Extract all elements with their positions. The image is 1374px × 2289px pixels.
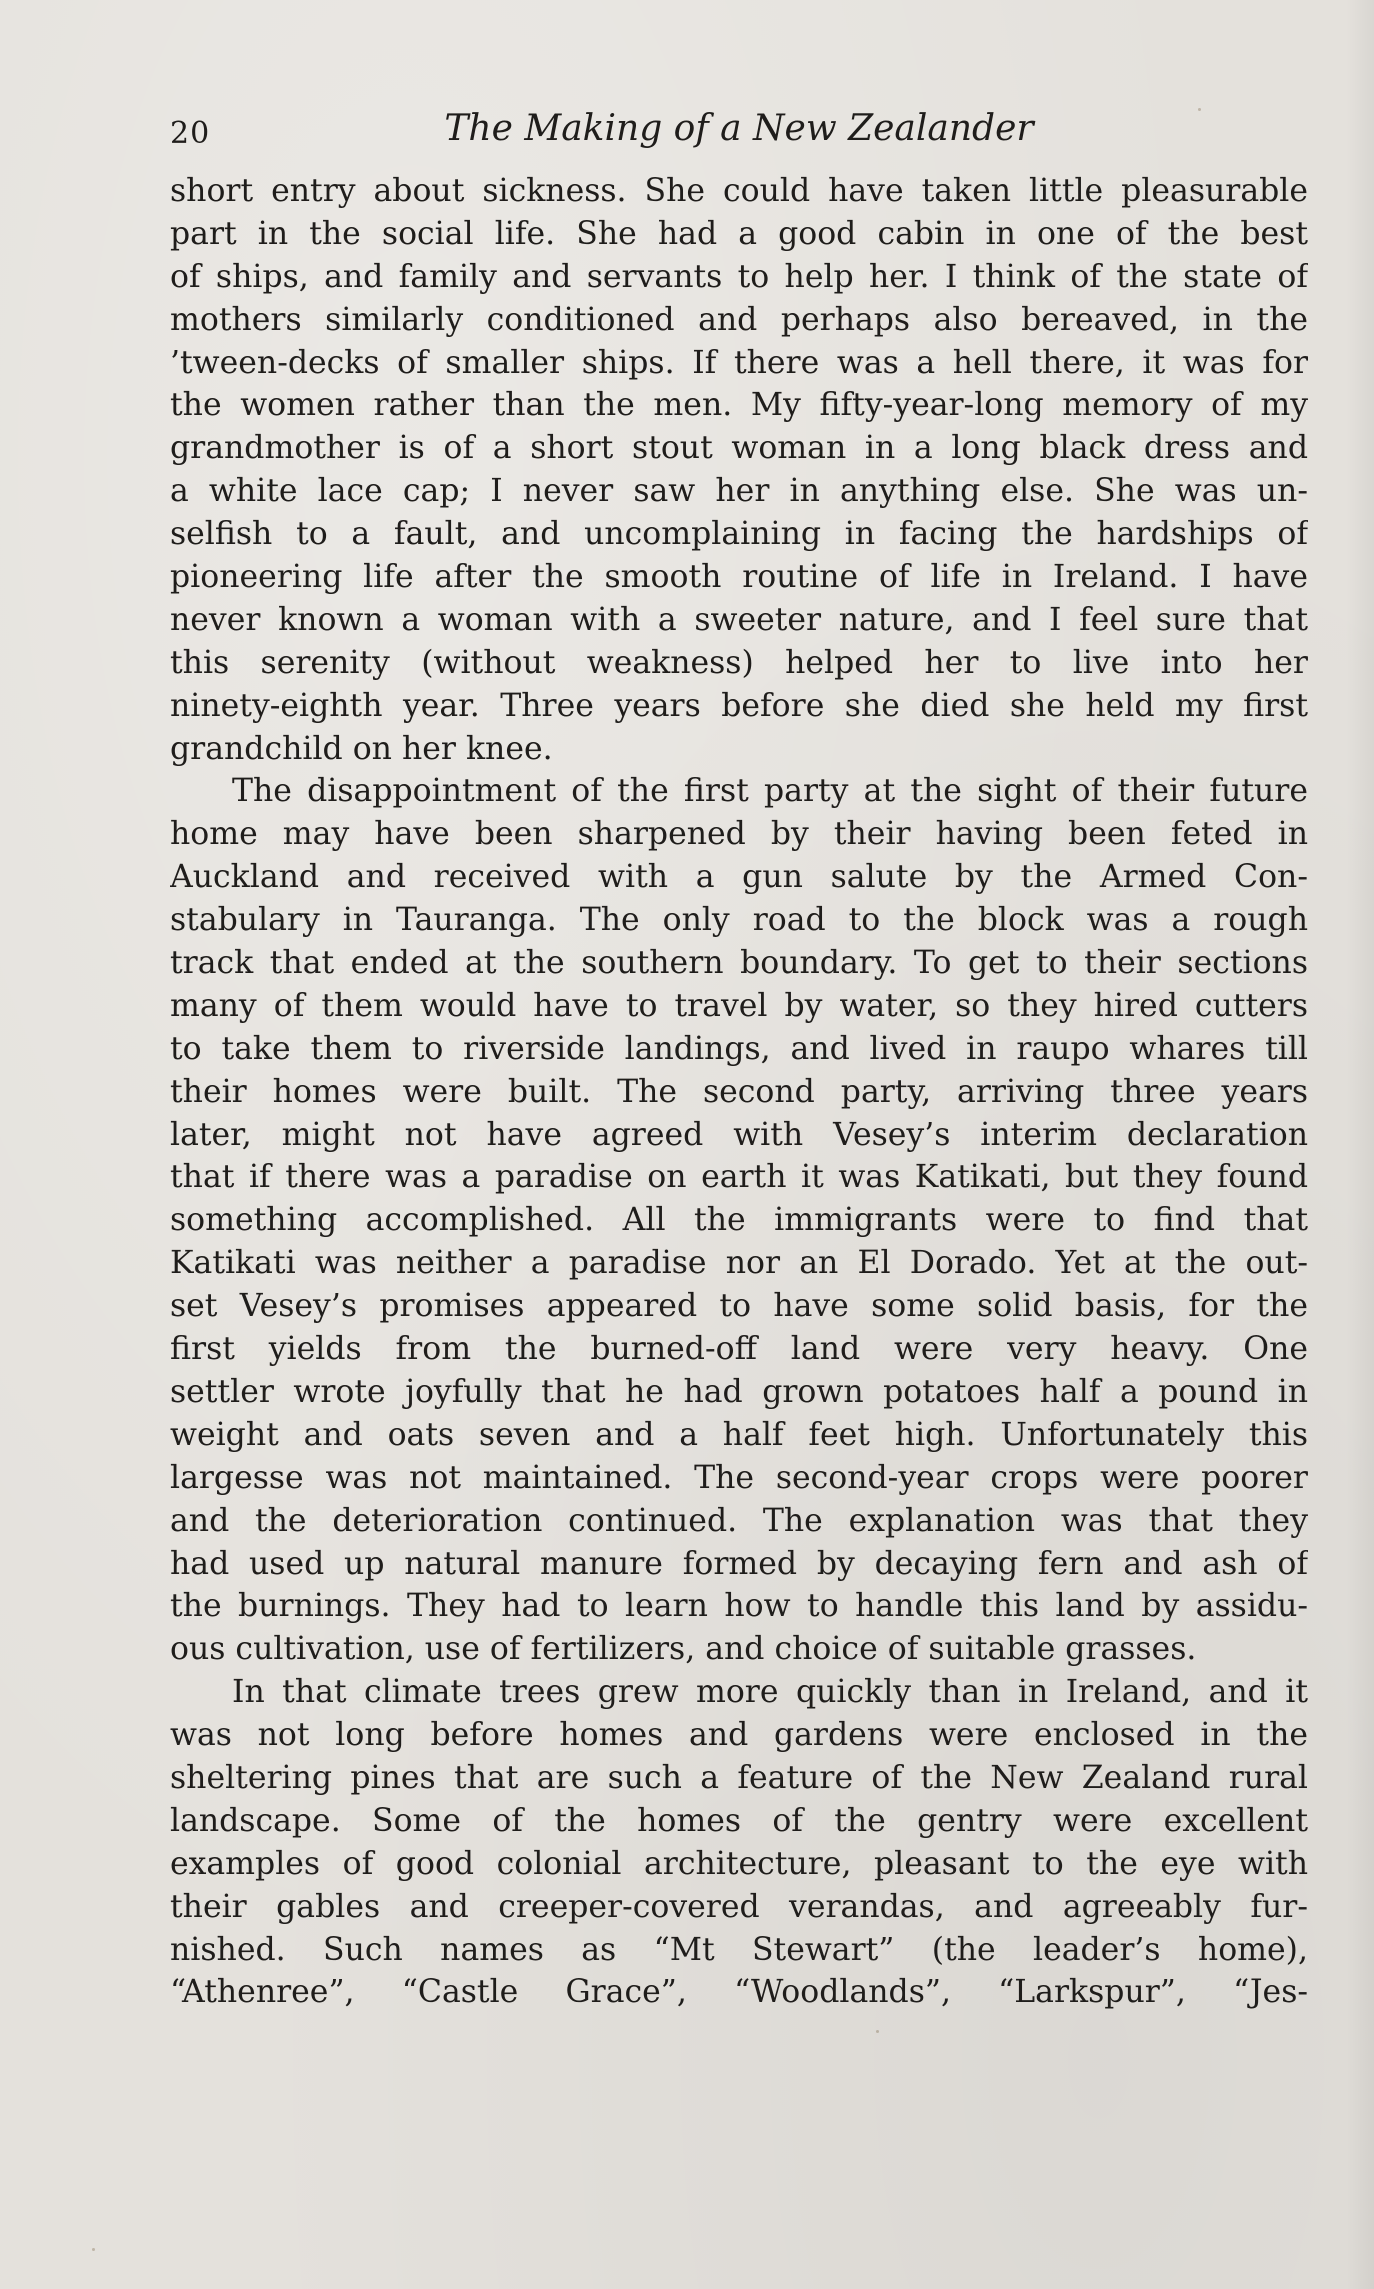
- text-line: the burnings. They had to learn how to handle this land by assidu-: [170, 1588, 1308, 1625]
- text-line: first yields from the burned-off land were very heavy. One: [170, 1331, 1308, 1368]
- text-line: “Athenree”, “Castle Grace”, “Woodlands”, “Larkspur”, “Jes-: [170, 1974, 1308, 2011]
- text-line: was not long before homes and gardens were enclosed in the: [170, 1717, 1308, 1754]
- text-line: Katikati was neither a paradise nor an El Dorado. Yet at the out-: [170, 1245, 1308, 1282]
- text-line: ninety-eighth year. Three years before she died she held my first: [170, 687, 1308, 724]
- text-line: pioneering life after the smooth routine of life in Ireland. I have: [170, 559, 1308, 596]
- text-line: landscape. Some of the homes of the gentry were excellent: [170, 1802, 1308, 1839]
- text-line: set Vesey’s promises appeared to have some solid basis, for the: [170, 1288, 1308, 1325]
- text-line: something accomplished. All the immigrants were to find that: [170, 1202, 1308, 1239]
- text-line: their gables and creeper-covered verandas, and agreeably fur-: [170, 1888, 1308, 1925]
- text-line: Auckland and received with a gun salute by the Armed Con-: [170, 859, 1308, 896]
- text-line: settler wrote joyfully that he had grown potatoes half a pound in: [170, 1373, 1308, 1410]
- text-line: short entry about sickness. She could have taken little pleasurable: [170, 173, 1308, 209]
- text-line: mothers similarly conditioned and perhaps also bereaved, in the: [170, 301, 1308, 338]
- text-line: this serenity (without weakness) helped her to live into her: [170, 644, 1308, 681]
- paragraph-end-line: grandchild on her knee.: [170, 730, 553, 767]
- text-line: had used up natural manure formed by decaying fern and ash of: [170, 1545, 1308, 1582]
- text-line: examples of good colonial architecture, pleasant to the eye with: [170, 1845, 1308, 1882]
- text-line: ’tween-decks of smaller ships. If there was a hell there, it was for: [170, 344, 1308, 381]
- text-line: selfish to a fault, and uncomplaining in facing the hardships of: [170, 516, 1308, 553]
- text-line: and the deterioration continued. The explanation was that they: [170, 1502, 1308, 1539]
- text-line: sheltering pines that are such a feature of the New Zealand rural: [170, 1759, 1308, 1796]
- paper-speck: [876, 2030, 879, 2033]
- running-header: [170, 108, 1308, 158]
- text-line: that if there was a paradise on earth it was Katikati, but they found: [170, 1159, 1308, 1196]
- page-number: 20: [170, 116, 211, 151]
- paragraph-start-line: The disappointment of the first party at the sight of their future: [232, 773, 1308, 810]
- text-line: of ships, and family and servants to help her. I think of the state of: [170, 258, 1308, 295]
- text-line: stabulary in Tauranga. The only road to the block was a rough: [170, 902, 1308, 939]
- text-line: to take them to riverside landings, and lived in raupo whares till: [170, 1030, 1308, 1067]
- running-title: The Making of a New Zealander: [444, 108, 1034, 149]
- text-line: a white lace cap; I never saw her in anything else. She was un-: [170, 473, 1308, 510]
- paragraph-end-line: ous cultivation, use of fertilizers, and choice of suitable grasses.: [170, 1631, 1197, 1668]
- text-line: part in the social life. She had a good cabin in one of the best: [170, 215, 1308, 252]
- text-line: track that ended at the southern boundary. To get to their sections: [170, 945, 1308, 982]
- paper-speck: [92, 2248, 95, 2251]
- text-line: nished. Such names as “Mt Stewart” (the leader’s home),: [170, 1931, 1308, 1968]
- text-line: later, might not have agreed with Vesey’s interim declaration: [170, 1116, 1308, 1153]
- text-line: the women rather than the men. My fifty-year-long memory of my: [170, 387, 1308, 424]
- text-line: their homes were built. The second party, arriving three years: [170, 1073, 1308, 1110]
- text-line: many of them would have to travel by water, so they hired cutters: [170, 987, 1308, 1024]
- text-line: never known a woman with a sweeter nature, and I feel sure that: [170, 601, 1308, 638]
- page-edge-shadow: [1346, 0, 1374, 2289]
- paper-speck: [1198, 108, 1201, 111]
- text-line: grandmother is of a short stout woman in a long black dress and: [170, 430, 1308, 467]
- text-line: weight and oats seven and a half feet high. Unfortunately this: [170, 1416, 1308, 1453]
- text-line: largesse was not maintained. The second-year crops were poorer: [170, 1459, 1308, 1496]
- paragraph-start-line: In that climate trees grew more quickly than in Ireland, and it: [232, 1674, 1308, 1711]
- body-text: [170, 170, 1308, 2014]
- text-line: home may have been sharpened by their having been feted in: [170, 816, 1308, 853]
